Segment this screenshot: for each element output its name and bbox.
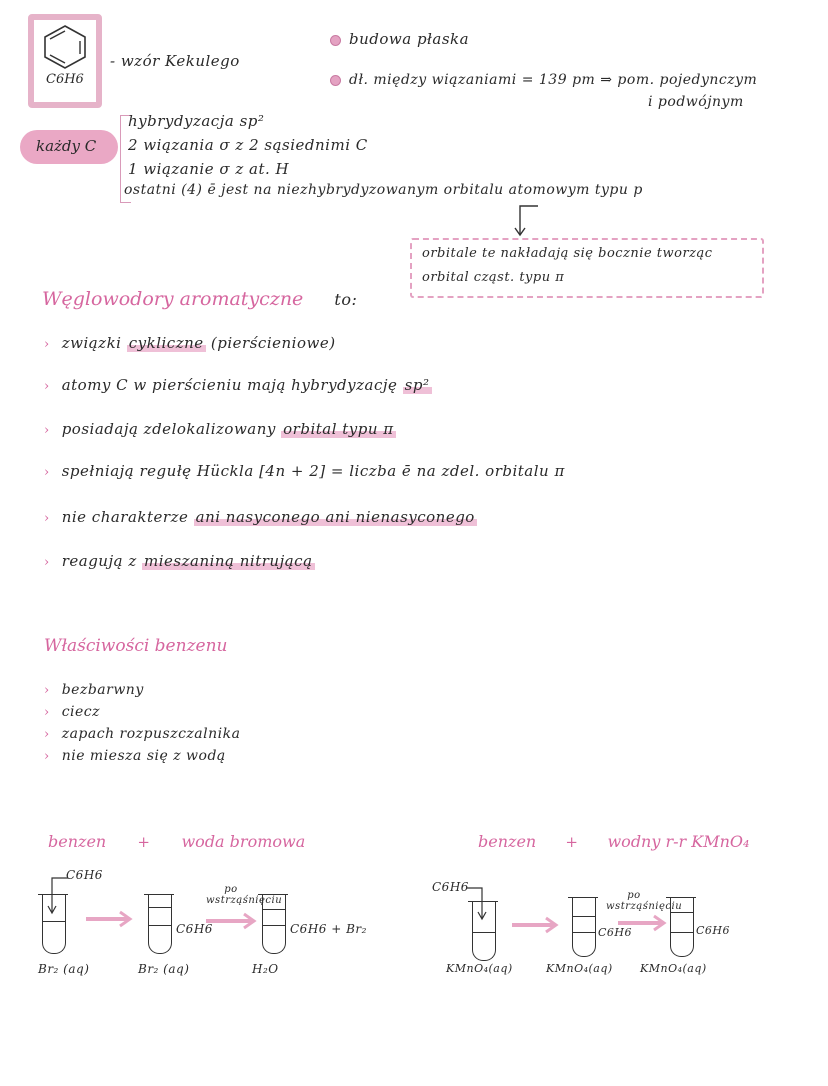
- aromatic-item-3: › posiadają zdelokalizowany orbital typu π: [44, 420, 394, 438]
- pi-note-line-1: orbitale te nakładają się bocznie tworząc: [422, 246, 713, 261]
- exp2-heading: [478, 832, 749, 851]
- aromatic-heading: [42, 288, 357, 310]
- exp2-reaction-arrow-2-icon: [616, 914, 668, 932]
- pi-note-line-2: orbital cząst. typu π: [422, 270, 565, 285]
- exp1-tube3-side-label: C6H6 + Br₂: [290, 922, 367, 936]
- carbon-label: każdy C: [36, 137, 97, 155]
- exp2-tube2-bottom-label: KMnO₄(aq): [546, 962, 613, 975]
- properties-title: Właściwości benzenu: [44, 636, 228, 656]
- aromatic-item-1: › związki cykliczne (pierścieniowe): [44, 334, 336, 352]
- arrow-right-icon: ›: [44, 705, 50, 720]
- kekule-label: - wzór Kekulego: [110, 52, 240, 70]
- exp2-pointer-arrow-icon: [462, 884, 492, 924]
- exp1-tube1-top-label: C6H6: [66, 868, 103, 882]
- exp1-tube1-bottom-label: Br₂ (aq): [38, 962, 90, 976]
- exp1-reaction-arrow-2-icon: [204, 912, 258, 930]
- property-item-3: › zapach rozpuszczalnika: [44, 726, 241, 742]
- arrow-right-icon: ›: [44, 465, 50, 480]
- carbon-line-4: ostatni (4) ē jest na niezhybrydyzowanym orbitalu atomowym typu p: [124, 182, 643, 198]
- arrow-right-icon: ›: [44, 555, 50, 570]
- exp1-tube-3: [262, 895, 286, 954]
- arrow-right-icon: ›: [44, 511, 50, 526]
- bullet-dot-icon: [330, 75, 341, 86]
- aromatic-item-5: › nie charakterze ani nasyconego ani nienasyconego: [44, 508, 475, 526]
- exp2-tube2-side-label: C6H6: [598, 926, 633, 939]
- carbon-line-3: 1 wiązanie σ z at. H: [128, 160, 290, 178]
- exp2-arrow-note: po wstrząśnięciu: [606, 890, 683, 912]
- exp1-title-a: benzen: [48, 832, 107, 851]
- aromatic-item-2: › atomy C w pierścieniu mają hybrydyzację sp²: [44, 376, 430, 394]
- arrow-right-icon: ›: [44, 423, 50, 438]
- arrow-right-icon: ›: [44, 749, 50, 764]
- exp2-title-b: wodny r-r KMnO₄: [607, 832, 750, 851]
- down-arrow-icon: [512, 204, 542, 238]
- aromatic-title-suffix: to:: [334, 290, 358, 309]
- arrow-right-icon: ›: [44, 683, 50, 698]
- exp2-tube3-bottom-label: KMnO₄(aq): [640, 962, 707, 975]
- structure-point-2-cont: i podwójnym: [648, 94, 744, 110]
- carbon-line-2: 2 wiązania σ z 2 sąsiednimi C: [128, 136, 368, 154]
- carbon-line-1: hybrydyzacja sp²: [128, 112, 265, 130]
- exp1-reaction-arrow-1-icon: [84, 910, 134, 928]
- property-item-1: › bezbarwny: [44, 682, 144, 698]
- exp1-tube2-bottom-label: Br₂ (aq): [138, 962, 190, 976]
- exp1-tube2-side-label: C6H6: [176, 922, 213, 936]
- exp1-tube-2: [148, 895, 172, 954]
- aromatic-title: Węglowodory aromatyczne: [42, 288, 304, 310]
- exp2-reaction-arrow-1-icon: [510, 916, 560, 934]
- aromatic-item-4: › spełniają regułę Hückla [4n + 2] = liczba ē na zdel. orbitalu π: [44, 462, 565, 480]
- property-item-2: › ciecz: [44, 704, 101, 720]
- benzene-formula: C6H6: [46, 72, 84, 87]
- property-item-4: › nie miesza się z wodą: [44, 748, 226, 764]
- structure-point-1: budowa płaska: [330, 30, 469, 48]
- arrow-right-icon: ›: [44, 727, 50, 742]
- exp2-tube-3: [670, 898, 694, 957]
- benzene-ring-icon: [40, 24, 90, 70]
- exp1-plus: +: [137, 833, 151, 851]
- exp1-tube3-bottom-label: H₂O: [252, 962, 279, 976]
- arrow-right-icon: ›: [44, 379, 50, 394]
- arrow-right-icon: ›: [44, 337, 50, 352]
- benzene-structure-box: [28, 14, 102, 108]
- exp1-arrow-note: po wstrząśnięciu: [206, 884, 283, 906]
- exp2-tube3-side-label: C6H6: [696, 924, 731, 937]
- exp2-plus: +: [565, 833, 579, 851]
- exp2-tube-2: [572, 898, 596, 957]
- carbon-label-pill: [20, 130, 118, 164]
- structure-point-2: dł. między wiązaniami = 139 pm ⇒ pom. pojedynczym: [330, 72, 757, 88]
- aromatic-item-6: › reagują z mieszaniną nitrującą: [44, 552, 313, 570]
- exp2-tube1-top-label: C6H6: [432, 880, 469, 894]
- exp1-title-b: woda bromowa: [181, 832, 306, 851]
- bullet-dot-icon: [330, 35, 341, 46]
- exp2-tube1-bottom-label: KMnO₄(aq): [446, 962, 513, 975]
- exp2-title-a: benzen: [478, 832, 537, 851]
- exp1-pointer-arrow-icon: [46, 874, 70, 918]
- exp1-heading: [48, 832, 305, 851]
